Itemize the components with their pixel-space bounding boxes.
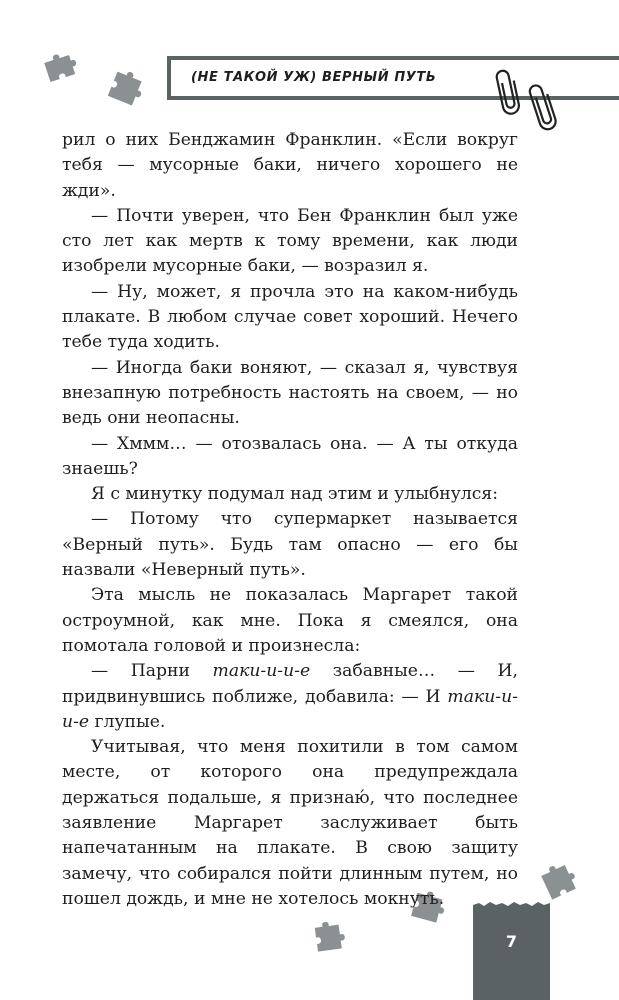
running-header — [167, 56, 619, 100]
page-number-tab — [473, 908, 550, 1000]
puzzle-piece-icon — [310, 916, 349, 956]
page-number: 7 — [505, 932, 518, 951]
paragraph: — Хммм… — отозвалась она. — А ты откуда знаешь? — [62, 433, 518, 479]
paragraph: — Парни таки-и-и-е забавные… — И, придвинувшись поближе, добавила: — И таки-и-и-е глупые. — [62, 661, 519, 732]
torn-edge — [473, 902, 550, 910]
paragraph: — Потому что супермаркет называется «Верный путь». Будь там опасно — его бы назвали «Неверный путь». — [62, 509, 518, 581]
header-title: (НЕ ТАКОЙ УЖ) ВЕРНЫЙ ПУТЬ — [191, 70, 437, 85]
paragraph: — Иногда баки воняют, — сказал я, чувствуя внезапную потребность настоять на своем, — но ведь они неопасны. — [62, 357, 518, 429]
puzzle-piece-icon — [103, 65, 150, 112]
paragraph: Эта мысль не показалась Маргарет такой остроумной, как мне. Пока я смеялся, она помотала головой и произнесла: — [62, 585, 518, 656]
paragraph: Я с минутку подумал над этим и улыбнулся: — [91, 484, 499, 505]
paragraph: рил о них Бенджамин Франклин. «Если вокруг тебя — мусорные баки, ничего хорошего не жди». — [62, 130, 518, 201]
paragraph: — Ну, может, я прочла это на каком-нибудь плакате. В любом случае совет хороший. Нечего тебе туда ходить. — [62, 281, 518, 353]
paragraph: Учитывая, что меня похитили в том самом месте, от которого она предупреждала держаться подальше, я признаю́, что последнее заявление Маргарет заслуживает быть напечатанным на плакате. В свою защиту замечу, что собирался пойти длинным путем, но пошел дождь, и мне не хотелось мокнуть. — [62, 737, 518, 909]
paragraph: — Почти уверен, что Бен Франклин был уже сто лет как мертв к тому времени, как люди изобрели мусорные баки, — возразил я. — [62, 205, 518, 277]
body-text — [62, 128, 518, 912]
puzzle-piece-icon — [38, 45, 84, 87]
puzzle-piece-icon — [535, 857, 583, 905]
